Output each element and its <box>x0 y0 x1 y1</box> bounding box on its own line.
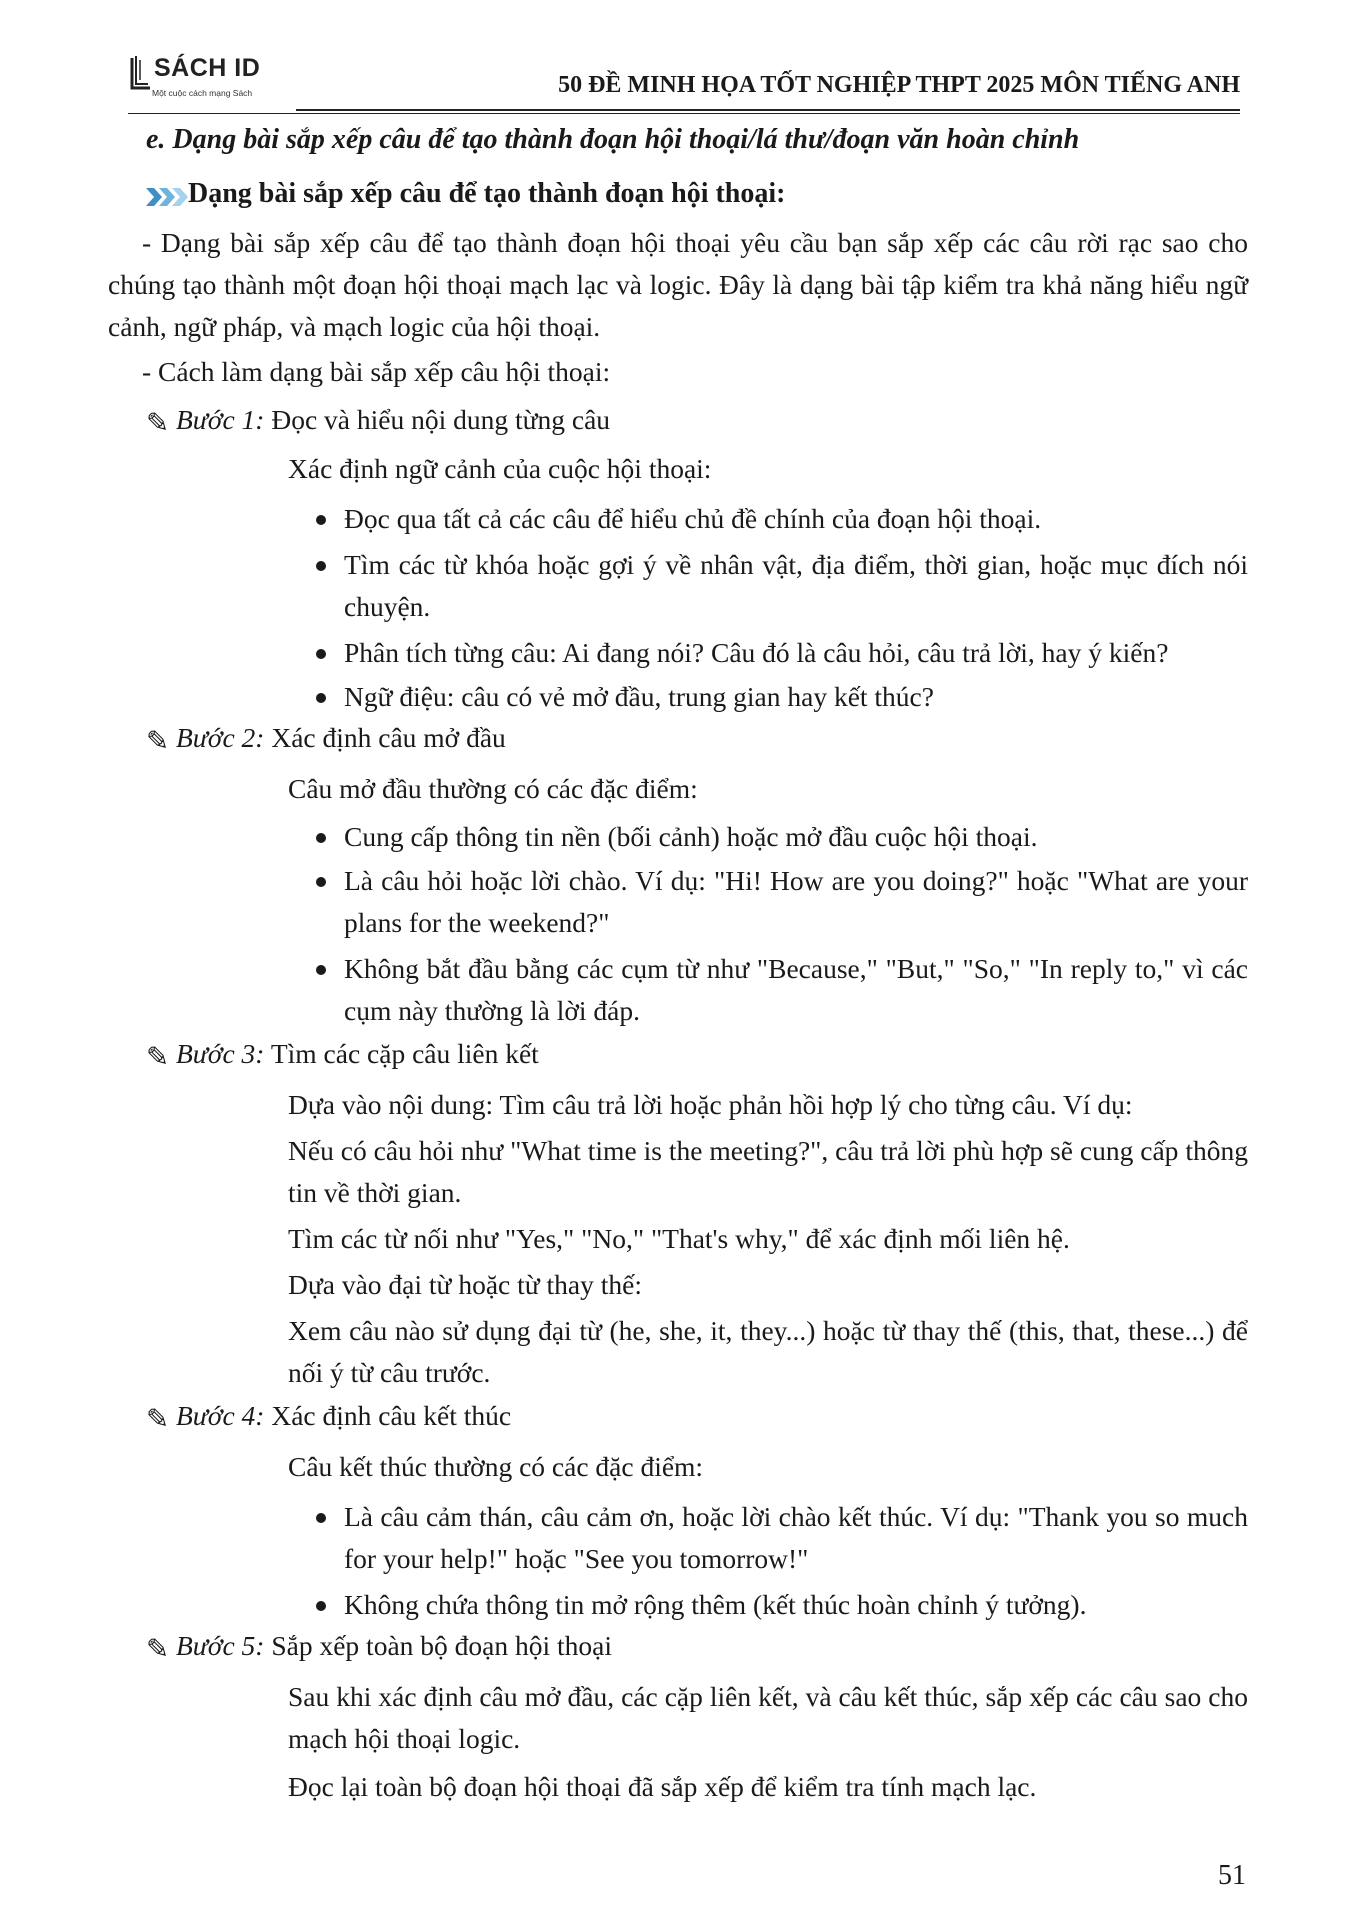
list-item: Là câu hỏi hoặc lời chào. Ví dụ: "Hi! How are you doing?" hoặc "What are your plans for the weekend?" <box>344 860 1248 944</box>
step-label: Bước 1: <box>176 404 265 435</box>
header-title: 50 ĐỀ MINH HỌA TỐT NGHIỆP THPT 2025 MÔN TIẾNG ANH <box>558 72 1240 98</box>
step-title: Tìm các cặp câu liên kết <box>264 1038 539 1069</box>
pencil-icon: ✎ <box>146 1040 170 1072</box>
list-item: Là câu cảm thán, câu cảm ơn, hoặc lời chào kết thúc. Ví dụ: "Thank you so much for your help!" hoặc "See you tomorrow!" <box>344 1496 1248 1580</box>
triple-chevron-icon <box>146 186 188 208</box>
list-item: Không bắt đầu bằng các cụm từ như "Because," "But," "So," "In reply to," vì các cụm này thường là lời đáp. <box>344 948 1248 1032</box>
list-item: Đọc qua tất cả các câu để hiểu chủ đề chính của đoạn hội thoại. <box>344 498 1248 540</box>
step-lead: Câu kết thúc thường có các đặc điểm: <box>288 1451 704 1482</box>
step-lead: Câu mở đầu thường có các đặc điểm: <box>288 773 698 804</box>
sub-heading <box>188 178 785 210</box>
step-title: Sắp xếp toàn bộ đoạn hội thoại <box>264 1630 612 1661</box>
step-paragraph: Dựa vào đại từ hoặc từ thay thế: <box>288 1269 642 1300</box>
section-heading: e. Dạng bài sắp xếp câu để tạo thành đoạn hội thoại/lá thư/đoạn văn hoàn chỉnh <box>146 124 1080 155</box>
step-lead: Xác định ngữ cảnh của cuộc hội thoại: <box>288 453 712 484</box>
step-paragraph: Tìm các từ nối như "Yes," "No," "That's why," để xác định mối liên hệ. <box>288 1223 1070 1254</box>
logo-tagline: Một cuộc cách mạng Sách <box>152 88 253 98</box>
step-4 <box>146 1400 511 1435</box>
step-title: Đọc và hiểu nội dung từng câu <box>264 404 611 435</box>
header-divider <box>296 109 1240 111</box>
page-number: 51 <box>1218 1860 1246 1891</box>
step-label: Bước 3: <box>176 1038 265 1069</box>
page-header <box>128 52 1240 110</box>
step-paragraph: Dựa vào nội dung: Tìm câu trả lời hoặc phản hồi hợp lý cho từng câu. Ví dụ: <box>288 1089 1133 1120</box>
step-label: Bước 4: <box>176 1400 265 1431</box>
step-paragraph: Xem câu nào sử dụng đại từ (he, she, it, they...) hoặc từ thay thế (this, that, these...) để nối ý từ câu trước. <box>288 1315 1248 1388</box>
pencil-icon: ✎ <box>146 406 170 438</box>
step-2 <box>146 722 506 757</box>
list-item: Không chứa thông tin mở rộng thêm (kết thúc hoàn chỉnh ý tưởng). <box>344 1584 1248 1626</box>
sub-heading-text: Dạng bài sắp xếp câu để tạo thành đoạn hội thoại: <box>188 178 786 209</box>
list-item: Cung cấp thông tin nền (bối cảnh) hoặc mở đầu cuộc hội thoại. <box>344 816 1248 858</box>
list-item: Tìm các từ khóa hoặc gợi ý về nhân vật, địa điểm, thời gian, hoặc mục đích nói chuyện. <box>344 544 1248 628</box>
pencil-icon: ✎ <box>146 1632 170 1664</box>
step-title: Xác định câu kết thúc <box>264 1400 512 1431</box>
method-line: - Cách làm dạng bài sắp xếp câu hội thoại: <box>142 356 611 387</box>
step-5 <box>146 1630 612 1665</box>
logo-name: SÁCH ID <box>154 54 261 82</box>
step-3 <box>146 1038 539 1073</box>
step-title: Xác định câu mở đầu <box>264 722 506 753</box>
book-logo-icon <box>128 54 154 94</box>
pencil-icon: ✎ <box>146 724 170 756</box>
step-label: Bước 5: <box>176 1630 265 1661</box>
step-paragraph: Sau khi xác định câu mở đầu, các cặp liên kết, và câu kết thúc, sắp xếp các câu sao cho mạch hội thoại logic. <box>288 1681 1248 1754</box>
list-item: Phân tích từng câu: Ai đang nói? Câu đó là câu hỏi, câu trả lời, hay ý kiến? <box>344 632 1248 674</box>
pencil-icon: ✎ <box>146 1402 170 1434</box>
header-divider-thin <box>128 113 1240 114</box>
intro-paragraph: - Dạng bài sắp xếp câu để tạo thành đoạn hội thoại yêu cầu bạn sắp xếp các câu rời rạc sao cho chúng tạo thành một đoạn hội thoại mạch lạc và logic. Đây là dạng bài tập kiểm tra khả năng hiểu ngữ cảnh, ngữ pháp, và mạch logic của hội thoại. <box>108 227 1248 342</box>
step-1 <box>146 404 610 439</box>
logo <box>128 52 298 104</box>
step-paragraph: Nếu có câu hỏi như "What time is the meeting?", câu trả lời phù hợp sẽ cung cấp thông tin về thời gian. <box>288 1135 1248 1208</box>
list-item: Ngữ điệu: câu có vẻ mở đầu, trung gian hay kết thúc? <box>344 676 1248 718</box>
step-label: Bước 2: <box>176 722 265 753</box>
step-paragraph: Đọc lại toàn bộ đoạn hội thoại đã sắp xếp để kiểm tra tính mạch lạc. <box>288 1771 1037 1802</box>
